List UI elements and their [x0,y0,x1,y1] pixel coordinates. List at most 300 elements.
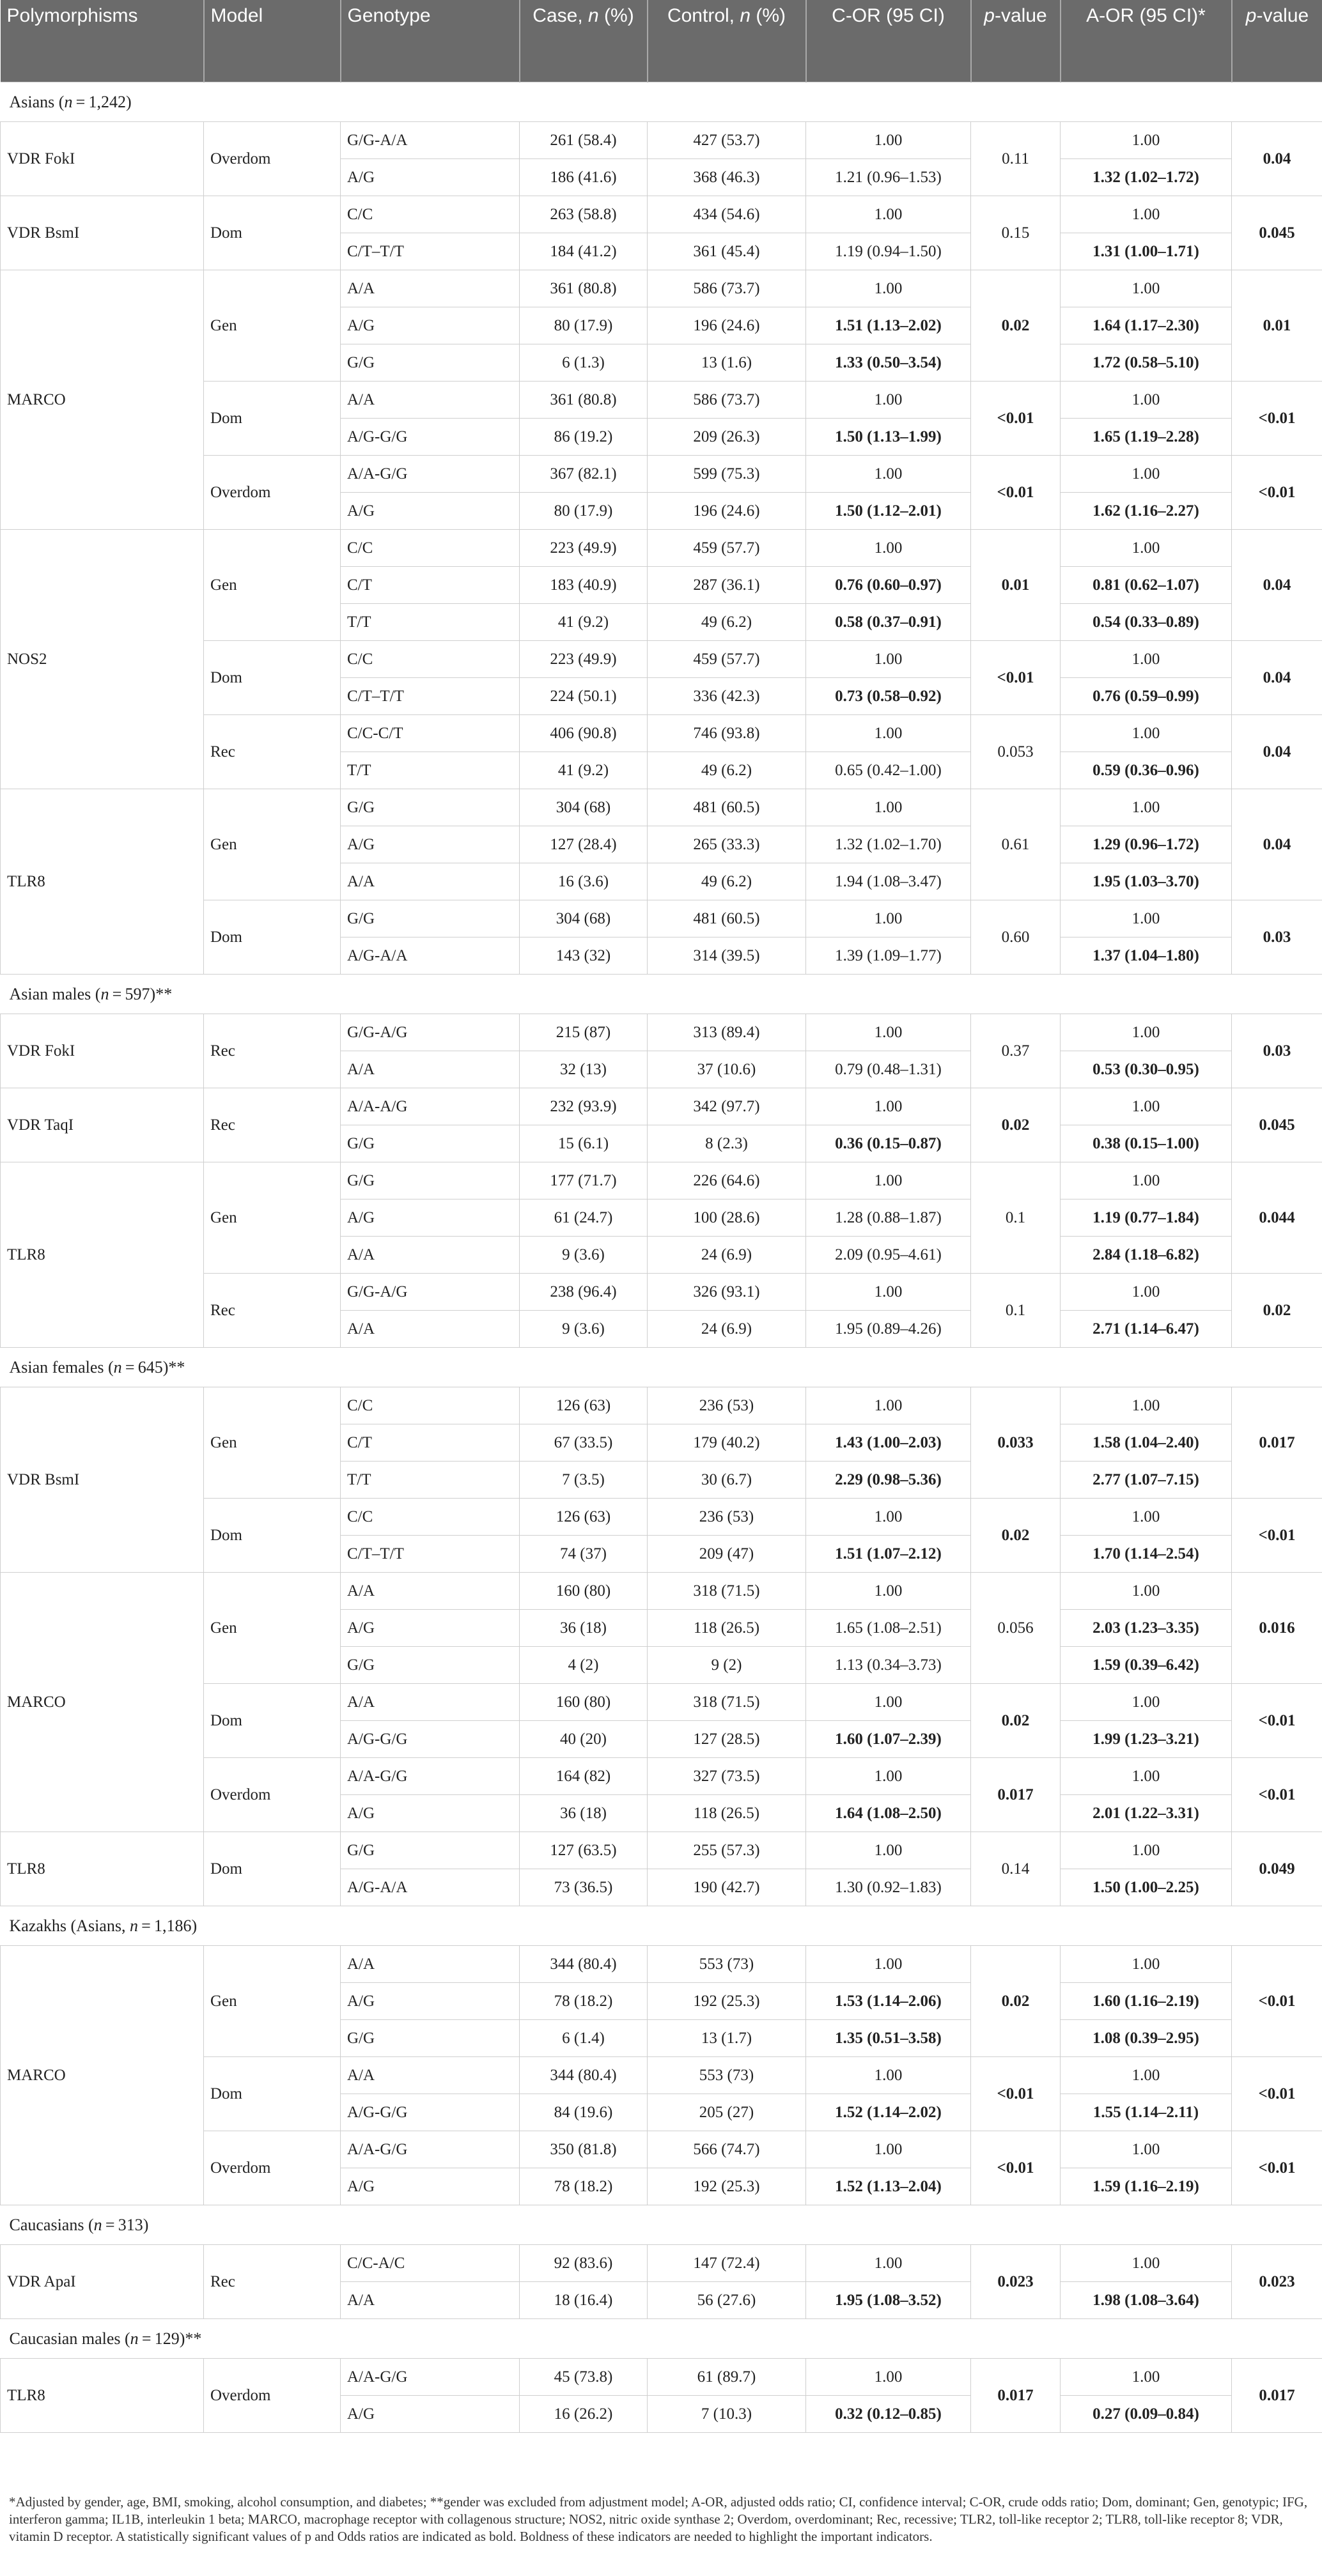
model-cell: Dom [204,900,341,975]
model-cell: Dom [204,1832,341,1906]
p-value-adjusted-cell: 0.04 [1232,715,1322,789]
crude-or-cell: 1.00 [806,789,971,826]
control-cell: 24 (6.9) [648,1237,806,1274]
crude-or-cell: 0.65 (0.42–1.00) [806,752,971,789]
case-cell: 41 (9.2) [520,752,648,789]
crude-or-cell: 1.52 (1.13–2.04) [806,2168,971,2205]
genotype-cell: A/G [341,826,520,863]
crude-or-cell: 2.29 (0.98–5.36) [806,1462,971,1499]
control-cell: 313 (89.4) [648,1014,806,1051]
genotype-cell: G/G-A/A [341,122,520,159]
case-cell: 143 (32) [520,937,648,975]
p-value-crude-cell: 0.1 [971,1162,1061,1274]
case-cell: 238 (96.4) [520,1274,648,1311]
p-value-crude-cell: <0.01 [971,2057,1061,2131]
control-cell: 459 (57.7) [648,530,806,567]
crude-or-cell: 1.00 [806,1499,971,1536]
adjusted-or-cell: 1.00 [1061,456,1232,493]
case-cell: 183 (40.9) [520,567,648,604]
model-cell: Dom [204,1684,341,1758]
p-value-crude-cell: 0.02 [971,1499,1061,1573]
model-cell: Gen [204,270,341,382]
genotype-cell: A/G-G/G [341,2094,520,2131]
control-cell: 179 (40.2) [648,1424,806,1462]
genotype-cell: C/C [341,196,520,233]
adjusted-or-cell: 1.00 [1061,2359,1232,2396]
crude-or-cell: 1.00 [806,1014,971,1051]
model-cell: Gen [204,1162,341,1274]
genotype-cell: A/A [341,382,520,419]
crude-or-cell: 1.21 (0.96–1.53) [806,159,971,196]
p-value-adjusted-cell: <0.01 [1232,1684,1322,1758]
p-value-adjusted-cell: 0.044 [1232,1162,1322,1274]
p-value-adjusted-cell: <0.01 [1232,2057,1322,2131]
genotype-cell: A/G [341,493,520,530]
genotype-cell: A/G-A/A [341,1869,520,1906]
p-value-adjusted-cell: 0.017 [1232,2359,1322,2433]
header-p-value-adjusted: p-value [1232,0,1322,82]
section-label: Kazakhs (Asians, n = 1,186) [1,1906,1322,1946]
crude-or-cell: 0.58 (0.37–0.91) [806,604,971,641]
header-genotype: Genotype [341,0,520,82]
case-cell: 78 (18.2) [520,2168,648,2205]
p-value-adjusted-cell: <0.01 [1232,382,1322,456]
crude-or-cell: 1.00 [806,382,971,419]
adjusted-or-cell: 1.00 [1061,382,1232,419]
crude-or-cell: 1.39 (1.09–1.77) [806,937,971,975]
crude-or-cell: 1.00 [806,641,971,678]
crude-or-cell: 1.00 [806,1162,971,1199]
table-row [1,2359,1322,2396]
adjusted-or-cell: 1.00 [1061,1758,1232,1795]
crude-or-cell: 1.65 (1.08–2.51) [806,1610,971,1647]
crude-or-cell: 1.00 [806,2359,971,2396]
table-row [1,1946,1322,1983]
control-cell: 427 (53.7) [648,122,806,159]
table-row [1,196,1322,233]
crude-or-cell: 1.30 (0.92–1.83) [806,1869,971,1906]
control-cell: 49 (6.2) [648,604,806,641]
adjusted-or-cell: 1.37 (1.04–1.80) [1061,937,1232,975]
genotype-cell: A/A [341,270,520,307]
genotype-cell: A/A [341,2282,520,2319]
adjusted-or-cell: 1.32 (1.02–1.72) [1061,159,1232,196]
adjusted-or-cell: 1.00 [1061,1387,1232,1424]
table-row [1,1014,1322,1051]
control-cell: 196 (24.6) [648,307,806,344]
case-cell: 78 (18.2) [520,1983,648,2020]
control-cell: 24 (6.9) [648,1311,806,1348]
model-cell: Dom [204,641,341,715]
crude-or-cell: 1.43 (1.00–2.03) [806,1424,971,1462]
table-row [1,1387,1322,1424]
genotype-cell: G/G [341,789,520,826]
case-cell: 36 (18) [520,1795,648,1832]
p-value-crude-cell: 0.15 [971,196,1061,270]
table-row [1,1088,1322,1125]
adjusted-or-cell: 1.00 [1061,1832,1232,1869]
p-value-crude-cell: 0.017 [971,2359,1061,2433]
genotype-cell: G/G [341,344,520,382]
case-cell: 223 (49.9) [520,641,648,678]
crude-or-cell: 1.00 [806,1758,971,1795]
p-value-adjusted-cell: 0.03 [1232,1014,1322,1088]
crude-or-cell: 1.53 (1.14–2.06) [806,1983,971,2020]
control-cell: 481 (60.5) [648,789,806,826]
case-cell: 86 (19.2) [520,419,648,456]
adjusted-or-cell: 1.00 [1061,2057,1232,2094]
genotype-cell: C/C [341,530,520,567]
crude-or-cell: 1.00 [806,715,971,752]
crude-or-cell: 1.00 [806,530,971,567]
adjusted-or-cell: 2.03 (1.23–3.35) [1061,1610,1232,1647]
adjusted-or-cell: 1.00 [1061,530,1232,567]
case-cell: 7 (3.5) [520,1462,648,1499]
table-row [1,2245,1322,2282]
crude-or-cell: 1.00 [806,122,971,159]
adjusted-or-cell: 1.00 [1061,122,1232,159]
control-cell: 7 (10.3) [648,2396,806,2433]
crude-or-cell: 0.73 (0.58–0.92) [806,678,971,715]
case-cell: 92 (83.6) [520,2245,648,2282]
case-cell: 344 (80.4) [520,1946,648,1983]
control-cell: 255 (57.3) [648,1832,806,1869]
section-label: Asian males (n = 597)** [1,975,1322,1014]
polymorphism-cell: NOS2 [1,530,204,789]
p-value-crude-cell: 0.053 [971,715,1061,789]
model-cell: Rec [204,1088,341,1162]
genotype-cell: A/A-G/G [341,456,520,493]
table-row [1,122,1322,159]
p-value-adjusted-cell: 0.045 [1232,196,1322,270]
adjusted-or-cell: 1.00 [1061,1162,1232,1199]
genotype-cell: A/G [341,307,520,344]
adjusted-or-cell: 0.76 (0.59–0.99) [1061,678,1232,715]
p-value-crude-cell: <0.01 [971,2131,1061,2205]
control-cell: 209 (26.3) [648,419,806,456]
control-cell: 49 (6.2) [648,752,806,789]
case-cell: 127 (63.5) [520,1832,648,1869]
control-cell: 8 (2.3) [648,1125,806,1162]
crude-or-cell: 1.64 (1.08–2.50) [806,1795,971,1832]
crude-or-cell: 1.33 (0.50–3.54) [806,344,971,382]
p-value-adjusted-cell: 0.017 [1232,1387,1322,1499]
case-cell: 6 (1.3) [520,344,648,382]
genotype-cell: A/A-G/G [341,2131,520,2168]
crude-or-cell: 1.00 [806,1684,971,1721]
adjusted-or-cell: 1.00 [1061,1499,1232,1536]
control-cell: 30 (6.7) [648,1462,806,1499]
genotype-cell: A/A [341,1311,520,1348]
control-cell: 192 (25.3) [648,2168,806,2205]
case-cell: 16 (26.2) [520,2396,648,2433]
adjusted-or-cell: 1.00 [1061,1088,1232,1125]
p-value-adjusted-cell: 0.04 [1232,789,1322,900]
control-cell: 481 (60.5) [648,900,806,937]
polymorphism-cell: MARCO [1,1573,204,1832]
adjusted-or-cell: 1.00 [1061,2131,1232,2168]
adjusted-or-cell: 2.84 (1.18–6.82) [1061,1237,1232,1274]
p-value-crude-cell: 0.11 [971,122,1061,196]
adjusted-or-cell: 0.81 (0.62–1.07) [1061,567,1232,604]
crude-or-cell: 1.51 (1.13–2.02) [806,307,971,344]
p-value-adjusted-cell: 0.045 [1232,1088,1322,1162]
table-row [1,789,1322,826]
control-cell: 209 (47) [648,1536,806,1573]
genotype-cell: A/A-G/G [341,1758,520,1795]
table-row [1,1832,1322,1869]
control-cell: 586 (73.7) [648,270,806,307]
p-value-crude-cell: 0.056 [971,1573,1061,1684]
adjusted-or-cell: 1.00 [1061,900,1232,937]
adjusted-or-cell: 1.00 [1061,270,1232,307]
header-case: Case, n (%) [520,0,648,82]
crude-or-cell: 1.00 [806,900,971,937]
genotype-cell: C/C [341,641,520,678]
control-cell: 118 (26.5) [648,1795,806,1832]
case-cell: 367 (82.1) [520,456,648,493]
case-cell: 215 (87) [520,1014,648,1051]
control-cell: 326 (93.1) [648,1274,806,1311]
model-cell: Gen [204,1573,341,1684]
control-cell: 147 (72.4) [648,2245,806,2282]
crude-or-cell: 1.50 (1.13–1.99) [806,419,971,456]
model-cell: Rec [204,715,341,789]
model-cell: Gen [204,1387,341,1499]
section-label: Asians (n = 1,242) [1,82,1322,122]
genotype-cell: A/A-G/G [341,2359,520,2396]
polymorphism-cell: TLR8 [1,1832,204,1906]
case-cell: 361 (80.8) [520,270,648,307]
crude-or-cell: 0.36 (0.15–0.87) [806,1125,971,1162]
case-cell: 186 (41.6) [520,159,648,196]
genotype-cell: C/T–T/T [341,233,520,270]
case-cell: 36 (18) [520,1610,648,1647]
adjusted-or-cell: 1.19 (0.77–1.84) [1061,1199,1232,1237]
adjusted-or-cell: 1.65 (1.19–2.28) [1061,419,1232,456]
adjusted-or-cell: 2.77 (1.07–7.15) [1061,1462,1232,1499]
genotype-cell: G/G [341,1162,520,1199]
case-cell: 45 (73.8) [520,2359,648,2396]
genotype-cell: G/G [341,2020,520,2057]
crude-or-cell: 1.00 [806,1274,971,1311]
p-value-crude-cell: <0.01 [971,382,1061,456]
genotype-cell: C/C [341,1387,520,1424]
case-cell: 74 (37) [520,1536,648,1573]
case-cell: 61 (24.7) [520,1199,648,1237]
adjusted-or-cell: 1.50 (1.00–2.25) [1061,1869,1232,1906]
crude-or-cell: 1.00 [806,2131,971,2168]
polymorphism-cell: TLR8 [1,1162,204,1348]
crude-or-cell: 1.51 (1.07–2.12) [806,1536,971,1573]
section-label: Asian females (n = 645)** [1,1348,1322,1387]
header-crude-or: C-OR (95 CI) [806,0,971,82]
control-cell: 13 (1.7) [648,2020,806,2057]
p-value-adjusted-cell: 0.023 [1232,2245,1322,2319]
genotype-cell: G/G-A/G [341,1274,520,1311]
p-value-crude-cell: <0.01 [971,641,1061,715]
genotype-cell: C/C [341,1499,520,1536]
genotype-cell: A/A [341,863,520,900]
p-value-adjusted-cell: <0.01 [1232,1758,1322,1832]
control-cell: 342 (97.7) [648,1088,806,1125]
adjusted-or-cell: 1.00 [1061,1274,1232,1311]
genotype-cell: G/G [341,1125,520,1162]
genotype-cell: A/A [341,1237,520,1274]
adjusted-or-cell: 1.00 [1061,1684,1232,1721]
section-header-row [1,82,1322,122]
model-cell: Overdom [204,456,341,530]
case-cell: 160 (80) [520,1573,648,1610]
adjusted-or-cell: 1.55 (1.14–2.11) [1061,2094,1232,2131]
section-header-row [1,1348,1322,1387]
genotype-cell: G/G [341,1647,520,1684]
genotype-cell: A/G [341,2168,520,2205]
genotype-cell: A/G [341,1610,520,1647]
case-cell: 406 (90.8) [520,715,648,752]
control-cell: 553 (73) [648,1946,806,1983]
control-cell: 553 (73) [648,2057,806,2094]
case-cell: 263 (58.8) [520,196,648,233]
adjusted-or-cell: 0.38 (0.15–1.00) [1061,1125,1232,1162]
control-cell: 599 (75.3) [648,456,806,493]
section-label: Caucasian males (n = 129)** [1,2319,1322,2359]
case-cell: 127 (28.4) [520,826,648,863]
case-cell: 32 (13) [520,1051,648,1088]
case-cell: 80 (17.9) [520,493,648,530]
control-cell: 361 (45.4) [648,233,806,270]
model-cell: Gen [204,1946,341,2057]
adjusted-or-cell: 1.00 [1061,715,1232,752]
header-adjusted-or: A-OR (95 CI)* [1061,0,1232,82]
header-p-value-crude: p-value [971,0,1061,82]
polymorphism-cell: MARCO [1,1946,204,2205]
p-value-adjusted-cell: <0.01 [1232,1499,1322,1573]
crude-or-cell: 1.00 [806,1088,971,1125]
control-cell: 236 (53) [648,1387,806,1424]
case-cell: 40 (20) [520,1721,648,1758]
case-cell: 304 (68) [520,789,648,826]
model-cell: Rec [204,1274,341,1348]
control-cell: 368 (46.3) [648,159,806,196]
case-cell: 126 (63) [520,1499,648,1536]
case-cell: 184 (41.2) [520,233,648,270]
model-cell: Overdom [204,122,341,196]
adjusted-or-cell: 1.72 (0.58–5.10) [1061,344,1232,382]
model-cell: Overdom [204,1758,341,1832]
genotype-cell: A/G [341,1795,520,1832]
crude-or-cell: 1.28 (0.88–1.87) [806,1199,971,1237]
p-value-crude-cell: 0.02 [971,270,1061,382]
crude-or-cell: 0.76 (0.60–0.97) [806,567,971,604]
p-value-crude-cell: 0.023 [971,2245,1061,2319]
genotype-cell: C/T [341,567,520,604]
section-header-row [1,975,1322,1014]
control-cell: 434 (54.6) [648,196,806,233]
case-cell: 177 (71.7) [520,1162,648,1199]
control-cell: 192 (25.3) [648,1983,806,2020]
polymorphism-cell: VDR FokI [1,122,204,196]
control-cell: 586 (73.7) [648,382,806,419]
model-cell: Dom [204,1499,341,1573]
polymorphism-cell: TLR8 [1,789,204,975]
adjusted-or-cell: 1.00 [1061,789,1232,826]
control-cell: 127 (28.5) [648,1721,806,1758]
p-value-crude-cell: 0.02 [971,1088,1061,1162]
p-value-crude-cell: 0.02 [971,1946,1061,2057]
adjusted-or-cell: 1.31 (1.00–1.71) [1061,233,1232,270]
adjusted-or-cell: 1.99 (1.23–3.21) [1061,1721,1232,1758]
control-cell: 100 (28.6) [648,1199,806,1237]
p-value-adjusted-cell: 0.049 [1232,1832,1322,1906]
control-cell: 318 (71.5) [648,1573,806,1610]
polymorphism-cell: VDR TaqI [1,1088,204,1162]
control-cell: 265 (33.3) [648,826,806,863]
control-cell: 336 (42.3) [648,678,806,715]
genotype-cell: G/G [341,1832,520,1869]
control-cell: 318 (71.5) [648,1684,806,1721]
crude-or-cell: 1.60 (1.07–2.39) [806,1721,971,1758]
case-cell: 361 (80.8) [520,382,648,419]
polymorphism-cell: VDR BsmI [1,196,204,270]
adjusted-or-cell: 1.00 [1061,1014,1232,1051]
crude-or-cell: 1.35 (0.51–3.58) [806,2020,971,2057]
p-value-crude-cell: 0.01 [971,530,1061,641]
adjusted-or-cell: 1.59 (0.39–6.42) [1061,1647,1232,1684]
crude-or-cell: 1.00 [806,456,971,493]
table-body [1,82,1322,2433]
model-cell: Gen [204,789,341,900]
genotype-cell: T/T [341,1462,520,1499]
p-value-crude-cell: 0.37 [971,1014,1061,1088]
p-value-crude-cell: 0.017 [971,1758,1061,1832]
crude-or-cell: 1.00 [806,2245,971,2282]
adjusted-or-cell: 0.54 (0.33–0.89) [1061,604,1232,641]
p-value-crude-cell: 0.033 [971,1387,1061,1499]
genotype-cell: G/G [341,900,520,937]
genotype-cell: A/G [341,1199,520,1237]
case-cell: 6 (1.4) [520,2020,648,2057]
control-cell: 118 (26.5) [648,1610,806,1647]
case-cell: 15 (6.1) [520,1125,648,1162]
header-row [1,0,1322,82]
case-cell: 164 (82) [520,1758,648,1795]
crude-or-cell: 1.52 (1.14–2.02) [806,2094,971,2131]
genotype-cell: A/G-A/A [341,937,520,975]
model-cell: Rec [204,1014,341,1088]
crude-or-cell: 1.19 (0.94–1.50) [806,233,971,270]
p-value-crude-cell: 0.02 [971,1684,1061,1758]
p-value-crude-cell: 0.61 [971,789,1061,900]
p-value-adjusted-cell: 0.02 [1232,1274,1322,1348]
p-value-adjusted-cell: <0.01 [1232,2131,1322,2205]
case-cell: 73 (36.5) [520,1869,648,1906]
genotype-cell: A/G-G/G [341,419,520,456]
genotype-cell: T/T [341,604,520,641]
adjusted-or-cell: 1.59 (1.16–2.19) [1061,2168,1232,2205]
adjusted-or-cell: 0.27 (0.09–0.84) [1061,2396,1232,2433]
genotype-cell: C/T–T/T [341,678,520,715]
p-value-adjusted-cell: 0.04 [1232,530,1322,641]
adjusted-or-cell: 0.53 (0.30–0.95) [1061,1051,1232,1088]
adjusted-or-cell: 1.98 (1.08–3.64) [1061,2282,1232,2319]
adjusted-or-cell: 1.00 [1061,2245,1232,2282]
table-row [1,1162,1322,1199]
table-row [1,270,1322,307]
control-cell: 226 (64.6) [648,1162,806,1199]
genotype-cell: A/A [341,1573,520,1610]
adjusted-or-cell: 1.62 (1.16–2.27) [1061,493,1232,530]
